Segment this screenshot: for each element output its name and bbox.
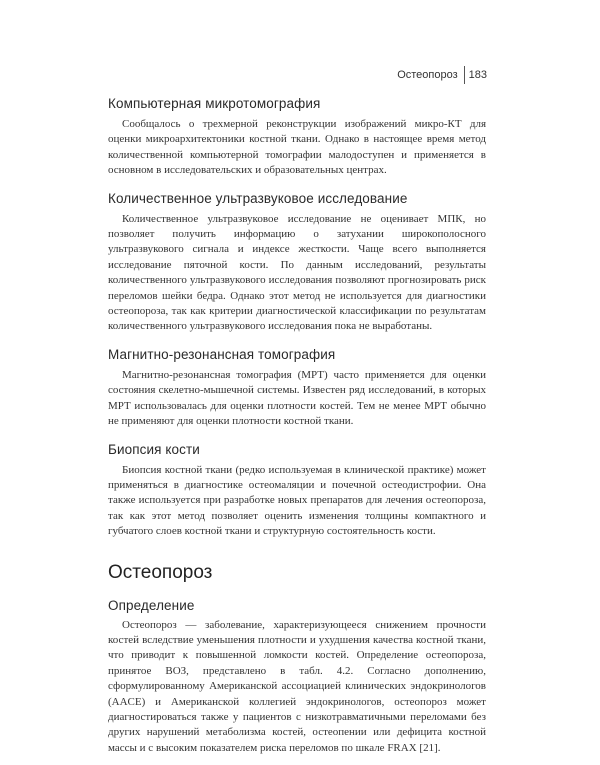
section-mri [108, 347, 486, 430]
section-heading-mri: Магнитно-резонансная томография [108, 346, 336, 362]
section-heading-definition: Определение [108, 597, 195, 613]
paragraph-ultrasound: Количественное ультразвуковое исследование не оценивает МПК, но позволяет получить информацию о затухании широкополосного ультразвукового сигнала и индексе жесткости. Чаще всего выполняется исследование пяточной кости. По данным исследований, результаты количественного ультразвукового исследования позволяют прогнозировать риск переломов шейки бедра. Однако этот метод не используется для диагностики остеопороза, так как критерии диагностической классификации по результатам количественного ультразвукового исследования пока не выработаны. [108, 212, 486, 333]
chapter-heading-block [108, 562, 486, 584]
section-heading-ultrasound: Количественное ультразвуковое исследование [108, 190, 408, 206]
running-head-title: Остеопороз [397, 69, 458, 81]
section-biopsy [108, 442, 486, 540]
paragraph-micro-ct: Сообщалось о трехмерной реконструкции изображений микро-КТ для оценки микроархитектоники костной ткани. Однако в настоящее время метод количественной компьютерной томографии малодоступен и применяется в основном в исследовательских и образовательных центрах. [108, 118, 486, 177]
section-micro-ct [108, 96, 486, 179]
section-heading-biopsy: Биопсия кости [108, 441, 200, 457]
paragraph-biopsy: Биопсия костной ткани (редко используемая в клинической практике) может применяться в диагностике остеомаляции и почечной остеодистрофии. Она также используется при разработке новых препаратов для лечения остеопороза, так как этот метод позволяет оценить изменения толщины компактного и губчатого слоев костной ткани и структурную состоятельность кости. [108, 463, 486, 538]
paragraph-definition: Остеопороз — заболевание, характеризующееся снижением прочности костей вследствие уменьшения плотности и ухудшения качества костной ткани, что приводит к повышенной ломкости костей. Определение остеопороза, принятое ВОЗ, представлено в табл. 4.2. Согласно дополнению, сформулированному Американской ассоциацией клинических эндокринологов (AACE) и Американской коллегией эндокринологов, остеопороз может диагностироваться также у пациентов с низкотравматичными переломами без других нарушений метаболизма костей, остеопении или дефицита костной массы и с высоким показателем риска переломов по шкале FRAX [21]. [108, 618, 486, 754]
running-head [397, 66, 487, 84]
section-heading-micro-ct: Компьютерная микротомография [108, 96, 321, 111]
page-number: 183 [468, 69, 487, 81]
paragraph-mri: Магнитно-резонансная томография (МРТ) часто применяется для оценки состояния скелетно-мышечной системы. Известен ряд исследований, в которых МРТ использовалась для оценки плотности костей. Тем не менее МРТ обычно не применяют для оценки плотности костной ткани. [108, 368, 486, 428]
chapter-title: Остеопороз [108, 561, 213, 583]
section-definition [108, 598, 486, 757]
section-ultrasound [108, 191, 486, 335]
page-content [108, 96, 486, 765]
